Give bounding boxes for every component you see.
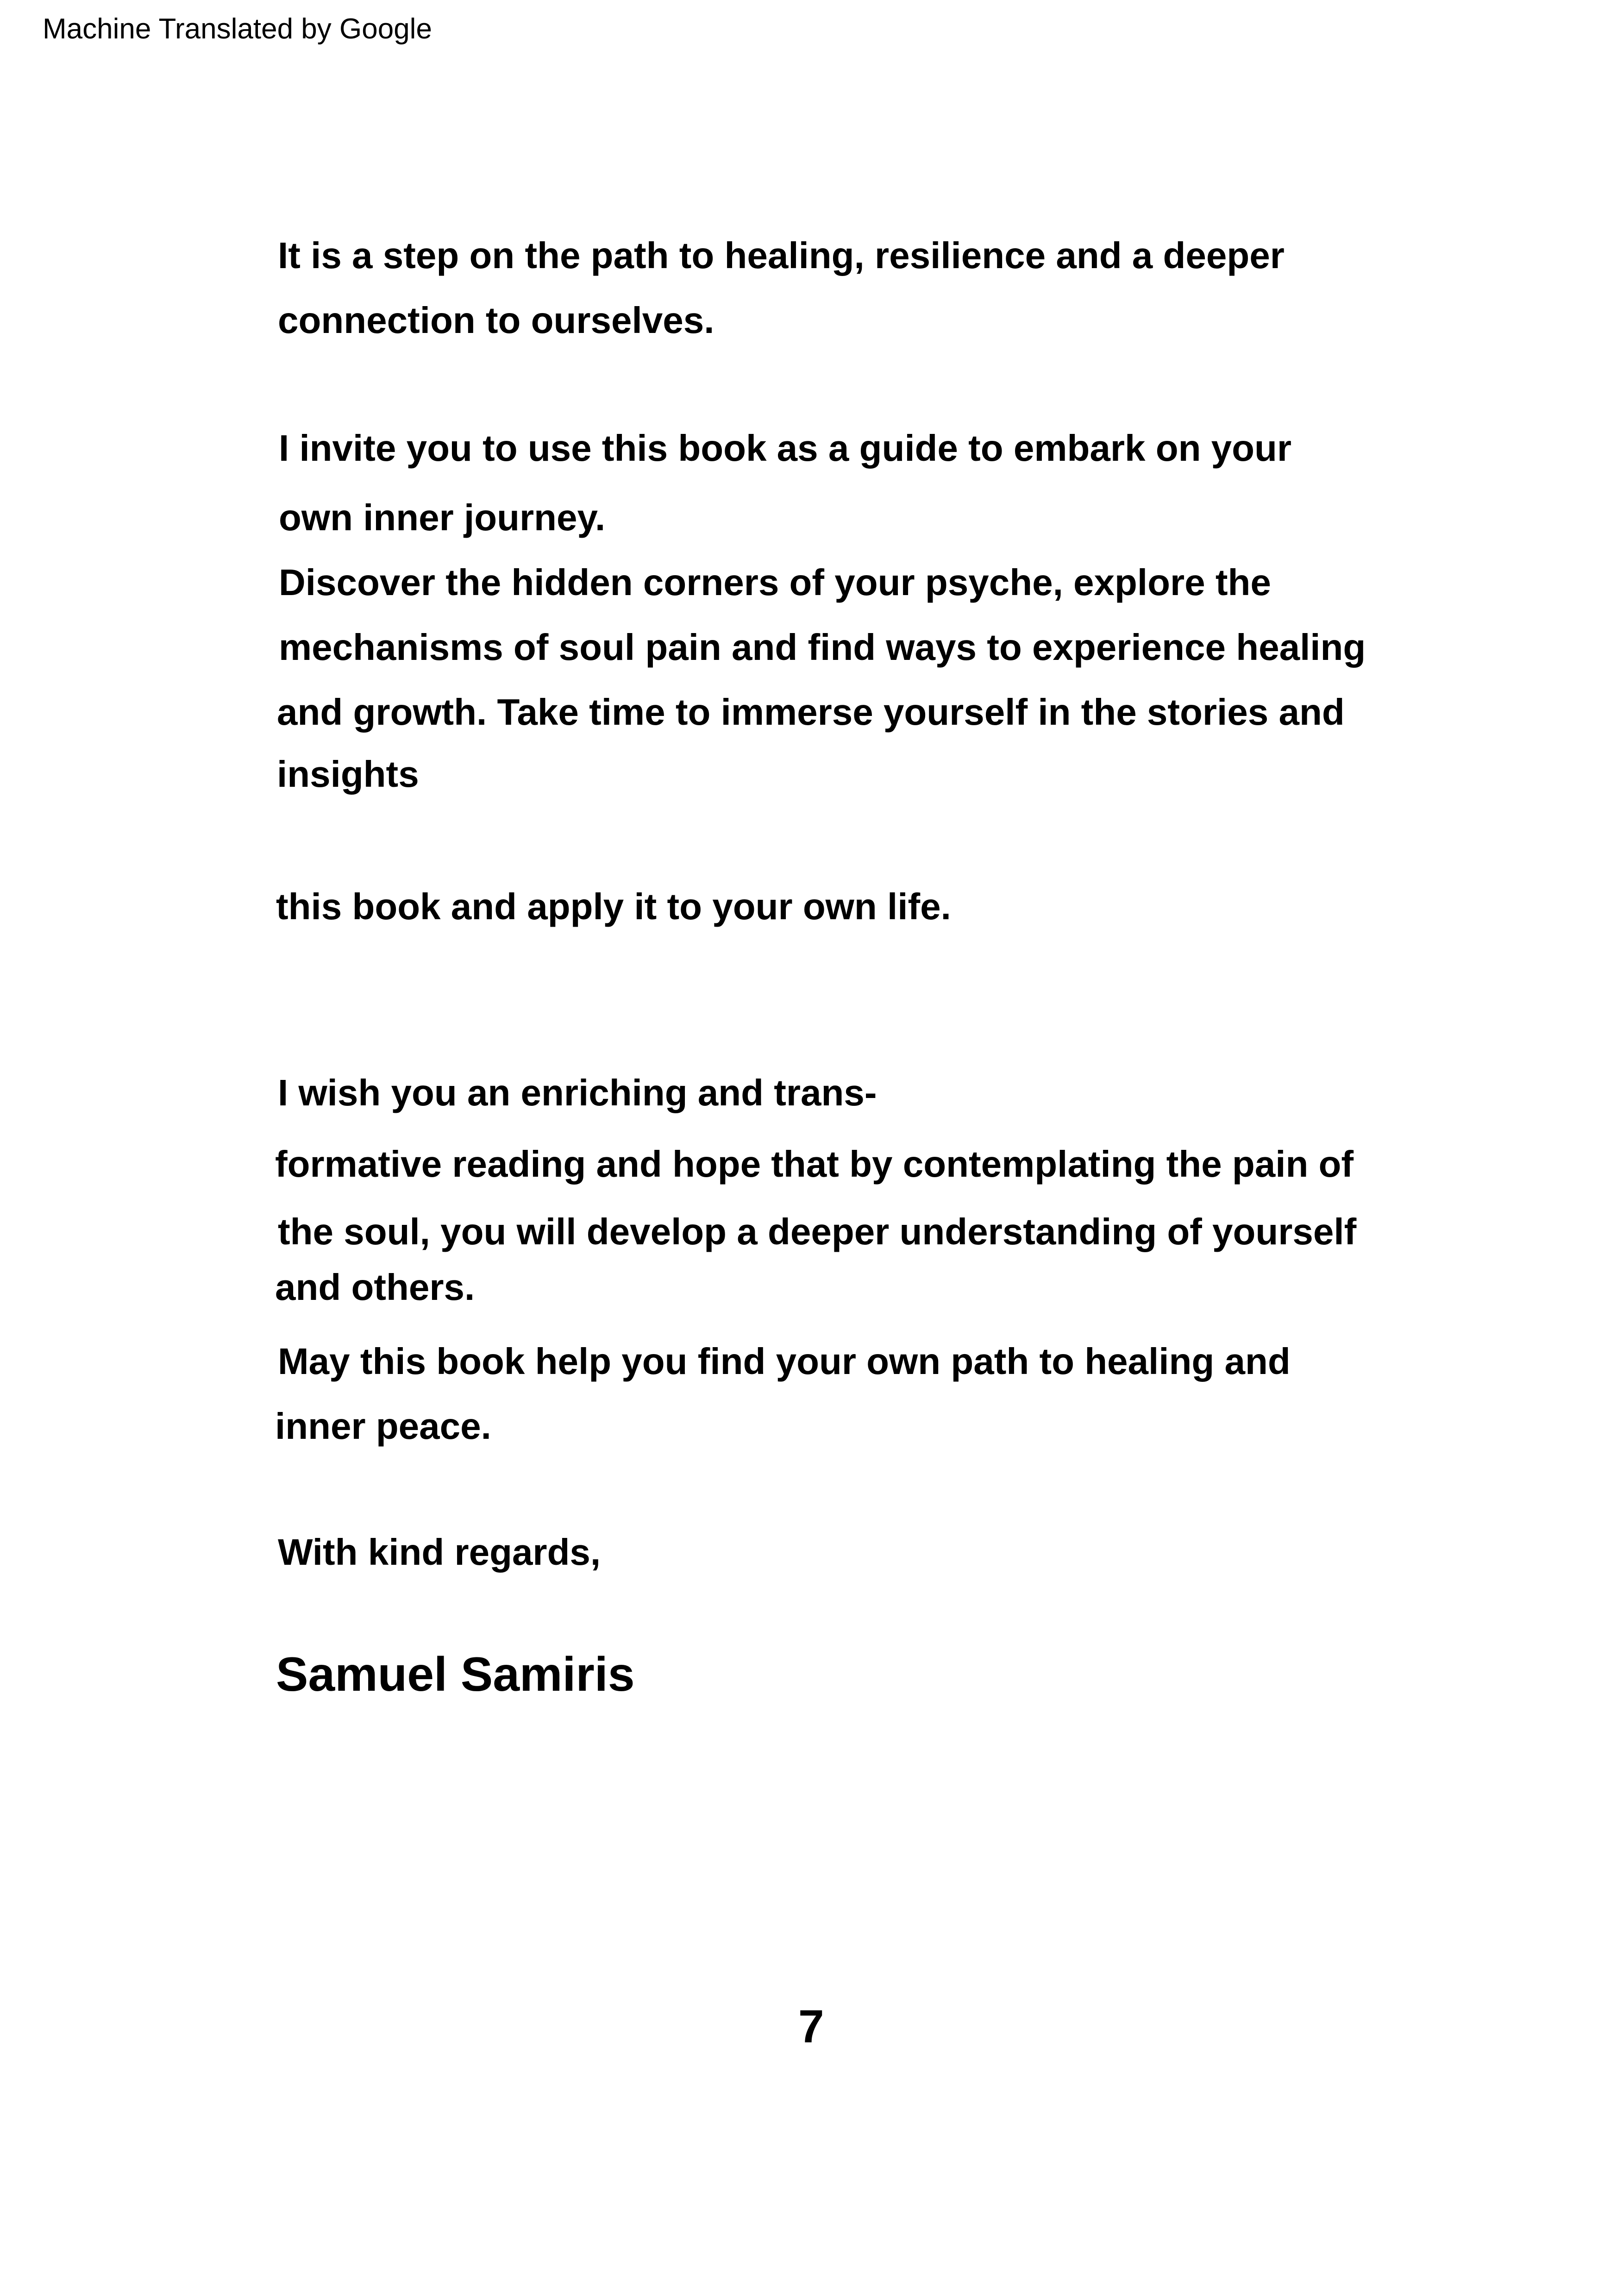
body-line: I wish you an enriching and trans-: [278, 1072, 877, 1113]
page-number: 7: [798, 2001, 824, 2052]
body-line: formative reading and hope that by contemplating the pain of: [275, 1143, 1354, 1185]
body-line: It is a step on the path to healing, resilience and a deeper: [278, 235, 1285, 276]
body-line: insights: [277, 753, 419, 795]
body-line: connection to ourselves.: [278, 300, 714, 341]
body-line: Discover the hidden corners of your psyche, explore the: [279, 562, 1271, 603]
machine-translation-banner: Machine Translated by Google: [43, 13, 432, 45]
body-line: May this book help you find your own path to healing and: [278, 1341, 1291, 1382]
body-line: I invite you to use this book as a guide to embark on your: [279, 427, 1292, 469]
body-line: and growth. Take time to immerse yourself in the stories and: [277, 691, 1345, 733]
closing-line: With kind regards,: [278, 1531, 601, 1573]
body-line: inner peace.: [275, 1405, 491, 1447]
author-signature: Samuel Samiris: [276, 1648, 635, 1701]
body-line: and others.: [275, 1267, 475, 1308]
body-line: the soul, you will develop a deeper understanding of yourself: [278, 1211, 1357, 1252]
body-line: own inner journey.: [279, 497, 606, 538]
body-line: mechanisms of soul pain and find ways to experience healing: [279, 627, 1366, 668]
body-line: this book and apply it to your own life.: [276, 886, 951, 927]
